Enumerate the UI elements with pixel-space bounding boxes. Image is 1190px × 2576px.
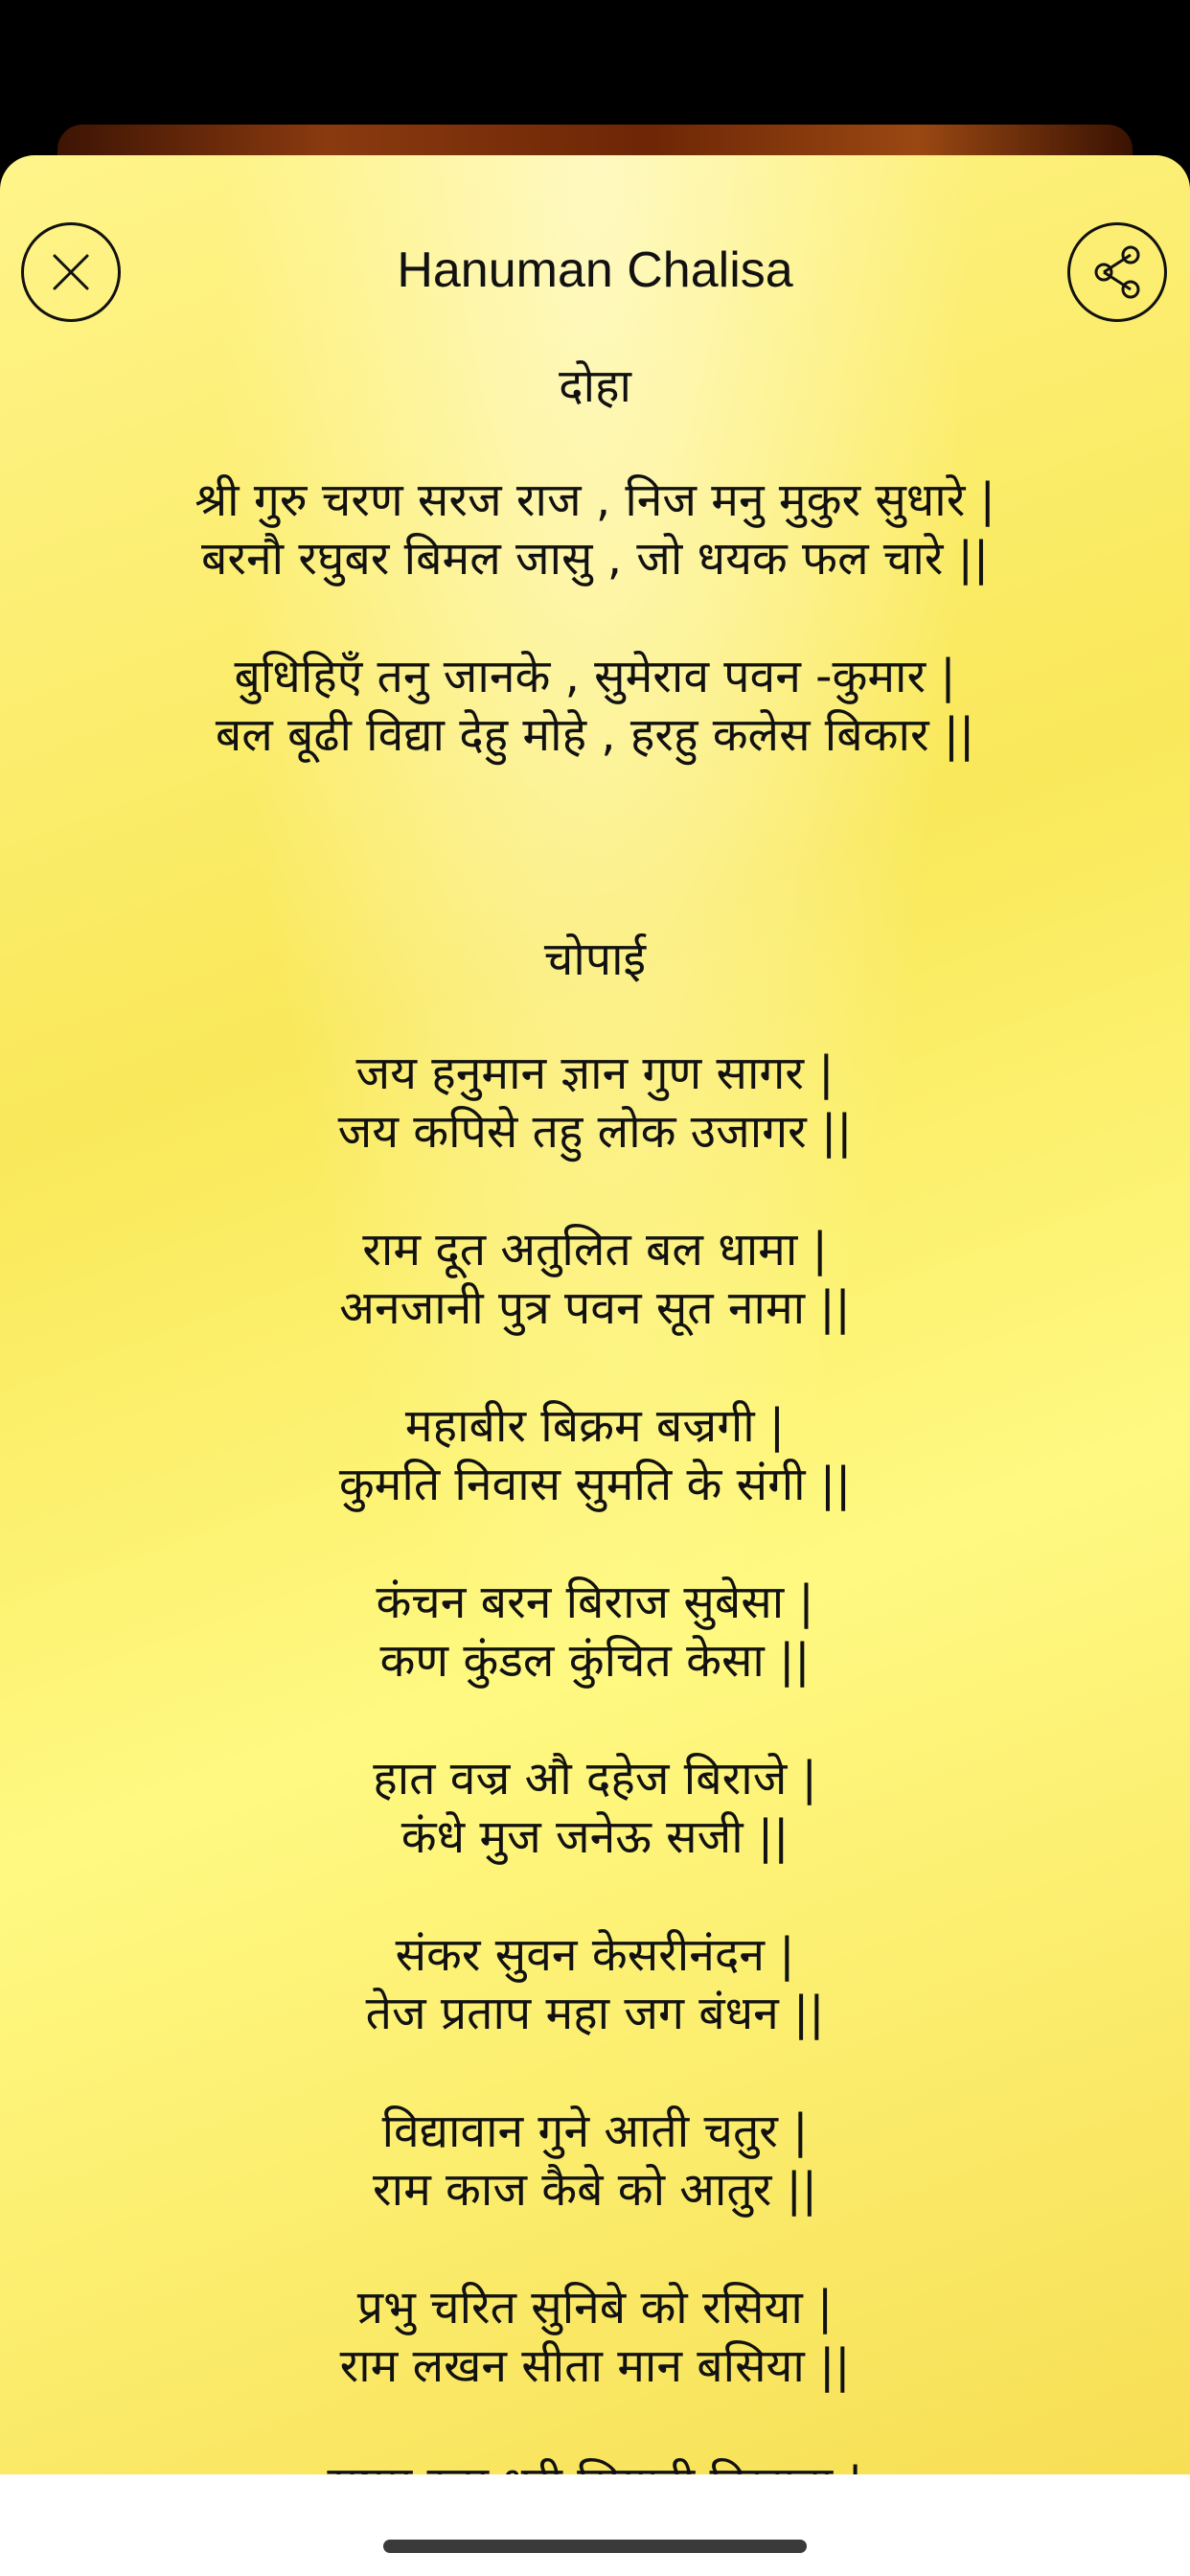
verse-line: जय हनुमान ज्ञान गुण सागर |	[355, 1046, 835, 1100]
share-button[interactable]	[1067, 222, 1167, 322]
verse-line: राम लखन सीता मान बसिया ||	[339, 2339, 851, 2393]
verse-line: महाबीर बिक्रम बज्रगी |	[404, 1399, 786, 1453]
lyrics-sheet	[0, 155, 1190, 2576]
verse-line: कंधे मुज जनेऊ सजी ||	[400, 1810, 790, 1864]
stanza	[0, 1574, 1190, 1690]
home-indicator[interactable]	[383, 2540, 807, 2553]
stanza	[0, 1397, 1190, 1514]
section-heading-chopai: चोपाई	[543, 932, 647, 986]
lyrics-content[interactable]	[0, 356, 1190, 2499]
verse-line: राम दूत अतुलित बल धामा |	[362, 1223, 828, 1276]
stanza	[0, 2103, 1190, 2220]
verse-line: बरनौ रघुबर बिमल जासु , जो धयक फल चारे ||	[200, 532, 990, 586]
stanza	[0, 2279, 1190, 2396]
bottom-safe-area	[0, 2474, 1190, 2576]
verse-line: अनजानी पुत्र पवन सूत नामा ||	[339, 1281, 851, 1335]
verse-line: हात वज्र औ दहेज बिराजे |	[373, 1752, 817, 1806]
stanza	[0, 1926, 1190, 2043]
close-button[interactable]	[21, 222, 121, 322]
verse-line: जय कपिसे तहु लोक उजागर ||	[337, 1105, 853, 1159]
share-icon	[1087, 242, 1148, 303]
section-heading-doha: दोहा	[559, 359, 631, 413]
verse-line: कुमति निवास सुमति के संगी ||	[338, 1458, 852, 1511]
verse-line: तेज प्रताप महा जग बंधन ||	[365, 1987, 825, 2040]
stanza	[0, 648, 1190, 765]
verse-line: बुधिहिएँ तनु जानके , सुमेराव पवन -कुमार |	[234, 650, 956, 703]
verse-line: कंचन बरन बिराज सुबेसा |	[376, 1576, 814, 1629]
stanza	[0, 1221, 1190, 1338]
verse-line: बल बूढी विद्या देहु मोहे , हरहु कलेस बिकार ||	[215, 708, 975, 762]
verse-line: श्री गुरु चरण सरज राज , निज मनु मुकुर सुधारे |	[195, 473, 995, 527]
verse-line: संकर सुवन केसरीनंदन |	[395, 1928, 795, 1982]
verse-line: विद्यावान गुने आती चतुर |	[381, 2104, 809, 2158]
stanza	[0, 472, 1190, 588]
verse-line: प्रभु चरित सुनिबे को रसिया |	[356, 2281, 834, 2334]
status-bar	[0, 0, 1190, 129]
page-title: Hanuman Chalisa	[397, 242, 793, 298]
verse-line: कण कुंडल कुंचित केसा ||	[379, 1634, 811, 1688]
stanza	[0, 1750, 1190, 1867]
close-icon	[47, 248, 95, 296]
stanza	[0, 1045, 1190, 1162]
verse-line: राम काज कैबे को आतुर ||	[373, 2163, 817, 2217]
sheet-header	[0, 155, 1190, 337]
